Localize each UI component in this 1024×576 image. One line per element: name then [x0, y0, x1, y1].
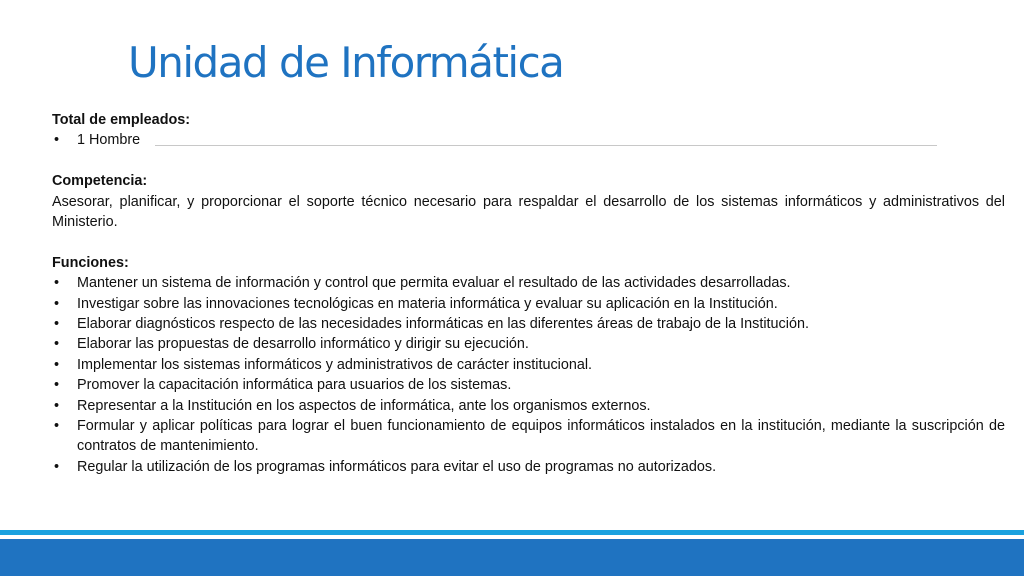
list-item: • Investigar sobre las innovaciones tecnológicas en materia informática y evaluar su aplicación en la Institución. [52, 294, 1005, 314]
footer-accent-line [0, 530, 1024, 535]
competencia-text: Asesorar, planificar, y proporcionar el soporte técnico necesario para respaldar el desarrollo de los sistemas informáticos y administrativos del Ministerio. [52, 193, 1005, 231]
empleados-heading: Total de empleados: [52, 112, 191, 128]
list-item: • Elaborar diagnósticos respecto de las necesidades informáticas en las diferentes áreas de trabajo de la Institución. [52, 314, 1005, 334]
list-item: • Formular y aplicar políticas para lograr el buen funcionamiento de equipos informáticos instalados en la institución, mediante la suscripción de contratos de mantenimiento. [52, 416, 1005, 457]
funciones-heading: Funciones: [52, 254, 129, 271]
spacer [52, 151, 1005, 171]
list-item: • 1 Hombre [52, 130, 1005, 150]
slide-content [52, 110, 1005, 477]
footer-band [0, 539, 1024, 576]
list-item: • Implementar los sistemas informáticos y administrativos de carácter institucional. [52, 355, 1005, 375]
competencia-heading: Competencia: [52, 173, 148, 190]
list-item: • Representar a la Institución en los aspectos de informática, ante los organismos externos. [52, 396, 1005, 416]
funciones-list [52, 273, 1005, 477]
empleados-list [52, 130, 1005, 150]
spacer [52, 232, 1005, 252]
list-item: • Promover la capacitación informática para usuarios de los sistemas. [52, 375, 1005, 395]
slide-title: Unidad de Informática [128, 38, 564, 87]
list-item: • Mantener un sistema de información y control que permita evaluar el resultado de las actividades desarrolladas. [52, 273, 1005, 293]
list-item: • Elaborar las propuestas de desarrollo informático y dirigir su ejecución. [52, 334, 1005, 354]
list-item: • Regular la utilización de los programas informáticos para evitar el uso de programas no autorizados. [52, 457, 1005, 477]
